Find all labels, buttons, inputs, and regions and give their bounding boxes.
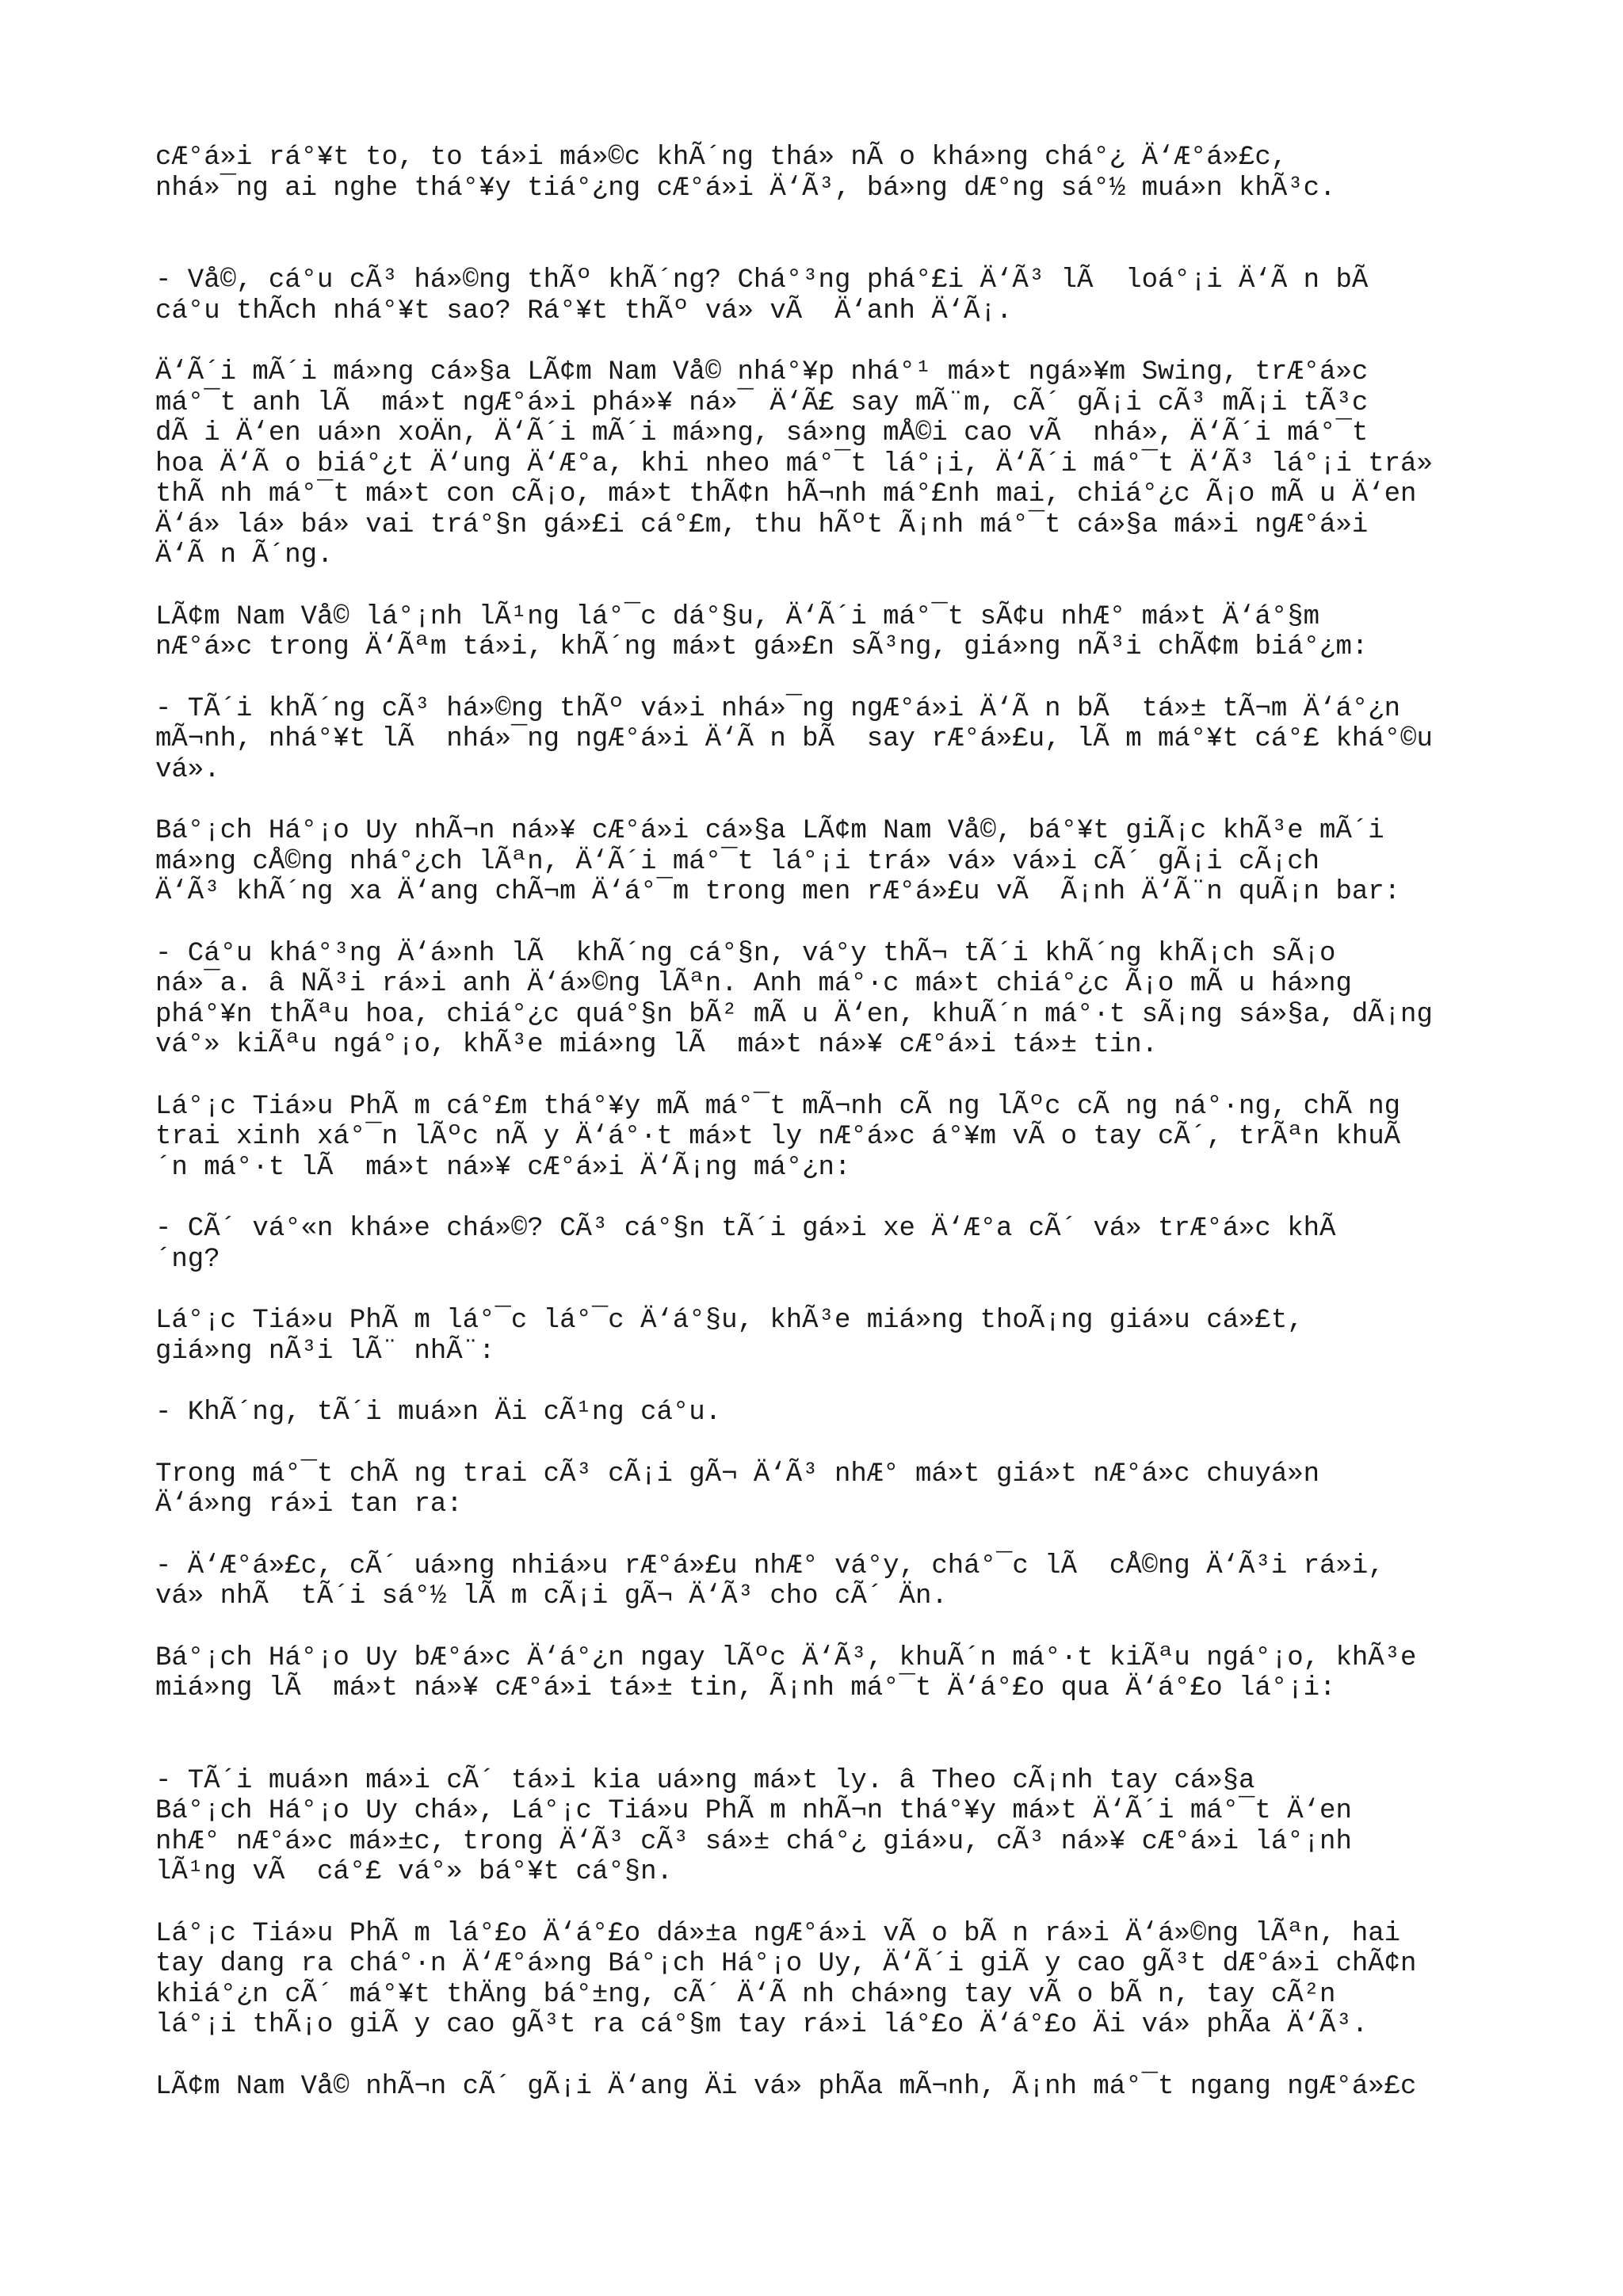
paragraph-12: Trong má°¯t chÃ ng trai cÃ³ cÃ¡i gÃ¬ Ä‘Ã³ nhÆ° má»t giá»t nÆ°á»c chuyá»n Ä‘á»ng rá»i tan ra:: [155, 1459, 1320, 1520]
paragraph-6: Bá°¡ch Há°¡o Uy nhÃ¬n ná»¥ cÆ°á»i cá»§a LÃ¢m Nam Vå©, bá°¥t giÃ¡c khÃ³e mÃ´i má»ng cÅ©ng nhá°¿ch lÃªn, Ä‘Ã´i má°¯t lá°¡i trá» vá» vá»i cÃ´ gÃ¡i cÃ¡ch Ä‘Ã³ khÃ´ng xa Ä‘ang chÃ¬m Ä‘á°¯m trong men rÆ°á»£u vÃ Ã¡nh Ä‘Ã¨n quÃ¡n bar:: [155, 816, 1401, 907]
paragraph-10: Lá°¡c Tiá»u PhÃ m lá°¯c lá°¯c Ä‘á°§u, khÃ³e miá»ng thoÃ¡ng giá»u cá»£t, giá»ng nÃ³i lÃ¨ nhÃ¨:: [155, 1306, 1304, 1367]
paragraph-8: Lá°¡c Tiá»u PhÃ m cá°£m thá°¥y mÃ má°¯t mÃ¬nh cÃ ng lÃºc cÃ ng ná°·ng, chÃ ng trai xinh xá°¯n lÃºc nÃ y Ä‘á°·t má»t ly nÆ°á»c á°¥m vÃ o tay cÃ´, trÃªn khuÃ ´n má°·t lÃ má»t ná»¥ cÆ°á»i Ä‘Ã¡ng má°¿n:: [155, 1091, 1401, 1183]
paragraph-7: - Cá°u khá°³ng Ä‘á»nh lÃ khÃ´ng cá°§n, vá°y thÃ¬ tÃ´i khÃ´ng khÃ¡ch sÃ¡o ná»¯a. â NÃ³i rá»i anh Ä‘á»©ng lÃªn. Anh má°·c má»t chiá°¿c Ã¡o mÃ u há»ng phá°¥n thÃªu hoa, chiá°¿c quá°§n bÃ² mÃ u Ä‘en, khuÃ´n má°·t sÃ¡ng sá»§a, dÃ¡ng vá°» kiÃªu ngá°¡o, khÃ³e miá»ng lÃ má»t ná»¥ cÆ°á»i tá»± tin.: [155, 938, 1433, 1060]
paragraph-16: Lá°¡c Tiá»u PhÃ m lá°£o Ä‘á°£o dá»±a ngÆ°á»i vÃ o bÃ n rá»i Ä‘á»©ng lÃªn, hai tay dang ra chá°·n Ä‘Æ°á»ng Bá°¡ch Há°¡o Uy, Ä‘Ã´i giÃ y cao gÃ³t dÆ°á»i chÃ¢n khiá°¿n cÃ´ má°¥t thÄng bá°±ng, cÃ´ Ä‘Ã nh chá»ng tay vÃ o bÃ n, tay cÃ²n lá°¡i thÃ¡o giÃ y cao gÃ³t ra cá°§m tay rá»i lá°£o Ä‘á°£o Äi vá» phÃa Ä‘Ã³.: [155, 1918, 1417, 2040]
paragraph-15: - TÃ´i muá»n má»i cÃ´ tá»i kia uá»ng má»t ly. â Theo cÃ¡nh tay cá»§a Bá°¡ch Há°¡o Uy chá», Lá°¡c Tiá»u PhÃ m nhÃ¬n thá°¥y má»t Ä‘Ã´i má°¯t Ä‘en nhÆ° nÆ°á»c má»±c, trong Ä‘Ã³ cÃ³ sá»± chá°¿ giá»u, cÃ³ ná»¥ cÆ°á»i lá°¡nh lÃ¹ng vÃ cá°£ vá°» bá°¥t cá°§n.: [155, 1765, 1352, 1887]
paragraph-5: - TÃ´i khÃ´ng cÃ³ há»©ng thÃº vá»i nhá»¯ng ngÆ°á»i Ä‘Ã n bÃ tá»± tÃ¬m Ä‘á°¿n mÃ¬nh, nhá°¥t lÃ nhá»¯ng ngÆ°á»i Ä‘Ã n bÃ say rÆ°á»£u, lÃ m má°¥t cá°£ khá°©u vá».: [155, 693, 1433, 785]
paragraph-11: - KhÃ´ng, tÃ´i muá»n Äi cÃ¹ng cá°u.: [155, 1398, 722, 1428]
paragraph-1: cÆ°á»i rá°¥t to, to tá»i má»©c khÃ´ng thá» nÃ o khá»ng chá°¿ Ä‘Æ°á»£c, nhá»¯ng ai nghe thá°¥y tiá°¿ng cÆ°á»i Ä‘Ã³, bá»ng dÆ°ng sá°½ muá»n khÃ³c.: [155, 143, 1336, 204]
paragraph-17: LÃ¢m Nam Vå© nhÃ¬n cÃ´ gÃ¡i Ä‘ang Äi vá» phÃa mÃ¬nh, Ã¡nh má°¯t ngang ngÆ°á»£c: [155, 2071, 1417, 2102]
paragraph-13: - Ä‘Æ°á»£c, cÃ´ uá»ng nhiá»u rÆ°á»£u nhÆ° vá°y, chá°¯c lÃ cÅ©ng Ä‘Ã³i rá»i, vá» nhÃ tÃ´i sá°½ lÃ m cÃ¡i gÃ¬ Ä‘Ã³ cho cÃ´ Än.: [155, 1550, 1384, 1611]
paragraph-9: - CÃ´ vá°«n khá»e chá»©? CÃ³ cá°§n tÃ´i gá»i xe Ä‘Æ°a cÃ´ vá» trÆ°á»c khÃ ´ng?: [155, 1214, 1336, 1275]
document-page: [155, 143, 1487, 2133]
paragraph-4: LÃ¢m Nam Vå© lá°¡nh lÃ¹ng lá°¯c dá°§u, Ä‘Ã´i má°¯t sÃ¢u nhÆ° má»t Ä‘á°§m nÆ°á»c trong Ä‘Ãªm tá»i, khÃ´ng má»t gá»£n sÃ³ng, giá»ng nÃ³i chÃ¢m biá°¿m:: [155, 601, 1369, 662]
paragraph-3: Ä‘Ã´i mÃ´i má»ng cá»§a LÃ¢m Nam Vå© nhá°¥p nhá°¹ má»t ngá»¥m Swing, trÆ°á»c má°¯t anh lÃ má»t ngÆ°á»i phá»¥ ná»¯ Ä‘Ã£ say mÃ¨m, cÃ´ gÃ¡i cÃ³ mÃ¡i tÃ³c dÃ i Ä‘en uá»n xoÄn, Ä‘Ã´i mÃ´i má»ng, sá»ng mÅ©i cao vÃ nhá», Ä‘Ã´i má°¯t hoa Ä‘Ã o biá°¿t Ä‘ung Ä‘Æ°a, khi nheo má°¯t lá°¡i, Ä‘Ã´i má°¯t Ä‘Ã³ lá°¡i trá» thÃ nh má°¯t má»t con cÃ¡o, má»t thÃ¢n hÃ¬nh má°£nh mai, chiá°¿c Ã¡o mÃ u Ä‘en Ä‘á» lá» bá» vai trá°§n gá»£i cá°£m, thu hÃºt Ã¡nh má°¯t cá»§a má»i ngÆ°á»i Ä‘Ã n Ã´ng.: [155, 357, 1433, 570]
paragraph-14: Bá°¡ch Há°¡o Uy bÆ°á»c Ä‘á°¿n ngay lÃºc Ä‘Ã³, khuÃ´n má°·t kiÃªu ngá°¡o, khÃ³e miá»ng lÃ má»t ná»¥ cÆ°á»i tá»± tin, Ã¡nh má°¯t Ä‘á°£o qua Ä‘á°£o lá°¡i:: [155, 1642, 1417, 1703]
paragraph-2: - Vå©, cá°u cÃ³ há»©ng thÃº khÃ´ng? Chá°³ng phá°£i Ä‘Ã³ lÃ loá°¡i Ä‘Ã n bÃ cá°u thÃch nhá°¥t sao? Rá°¥t thÃº vá» vÃ Ä‘anh Ä‘Ã¡.: [155, 265, 1369, 326]
